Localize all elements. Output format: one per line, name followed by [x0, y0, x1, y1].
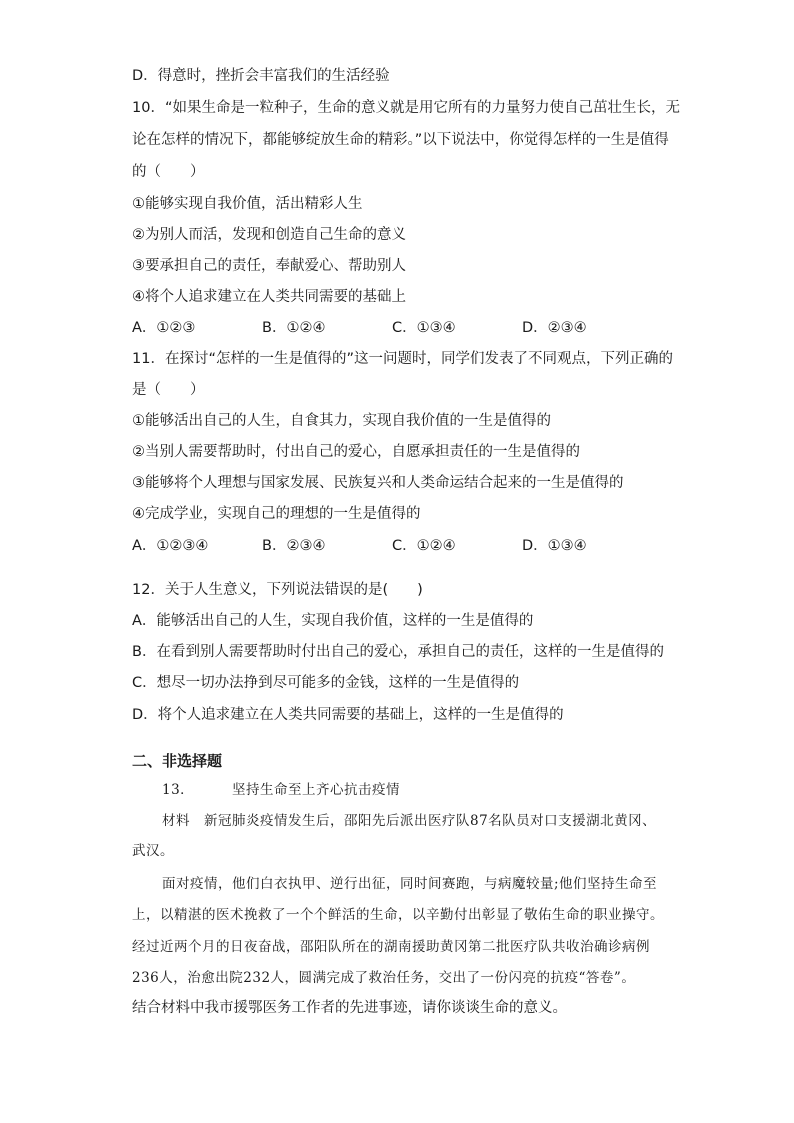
q13-material-line2: 武汉。: [132, 843, 174, 859]
q10-stem-line2: 论在怎样的情况下，都能够绽放生命的精彩。”以下说法中，你觉得怎样的一生是值得: [132, 132, 669, 148]
q11-item-3: ③能够将个人理想与国家发展、民族复兴和人类命运结合起来的一生是值得的: [132, 475, 624, 491]
q13-paragraph-line4: 236人，治愈出院232人，圆满完成了救治任务，交出了一份闪亮的抗疫“答卷”。: [132, 970, 636, 986]
q13-material-line1: 材料 新冠肺炎疫情发生后，邵阳先后派出医疗队87名队员对口支援湖北黄冈、: [162, 813, 657, 829]
q12-option-b: B．在看到别人需要帮助时付出自己的爱心，承担自己的责任，这样的一生是值得的: [132, 644, 664, 660]
q12-stem: 12．关于人生意义，下列说法错误的是( ): [132, 582, 423, 598]
q11-option-a: A．①②③④: [132, 538, 209, 554]
section-heading: 二、非选择题: [132, 752, 223, 770]
q10-stem-line3: 的（ ）: [132, 164, 205, 180]
q10-options: [132, 318, 652, 338]
q13-number: 13．: [162, 782, 195, 798]
q11-stem-line1: 11．在探讨“怎样的一生是值得的”这一问题时，同学们发表了不同观点，下列正确的: [132, 351, 673, 367]
q10-stem-line1: 10．“如果生命是一粒种子，生命的意义就是用它所有的力量努力使自己茁壮生长，无: [132, 100, 680, 116]
q10-item-4: ④将个人追求建立在人类共同需要的基础上: [132, 289, 406, 305]
q12-option-a: A．能够活出自己的人生，实现自我价值，这样的一生是值得的: [132, 613, 534, 629]
q11-item-4: ④完成学业，实现自己的理想的一生是值得的: [132, 506, 421, 522]
q13-title: 坚持生命至上齐心抗击疫情: [232, 782, 400, 798]
q11-item-2: ②当别人需要帮助时，付出自己的爱心，自愿承担责任的一生是值得的: [132, 444, 580, 460]
q11-item-1: ①能够活出自己的人生，自食其力，实现自我价值的一生是值得的: [132, 413, 551, 429]
q13-paragraph-line3: 经过近两个月的日夜奋战，邵阳队所在的湖南援助黄冈第二批医疗队共收治确诊病例: [132, 939, 650, 955]
q13-paragraph-line2: 上，以精湛的医术挽救了一个个鲜活的生命，以辛勤付出彰显了敬佑生命的职业操守。: [132, 907, 664, 923]
q10-option-c: C．①③④: [392, 320, 456, 336]
q13-paragraph-line1: 面对疫情，他们白衣执甲、逆行出征，同时间赛跑，与病魔较量;他们坚持生命至: [162, 876, 658, 892]
q12-option-d: D．将个人追求建立在人类共同需要的基础上，这样的一生是值得的: [132, 707, 564, 723]
q12-option-c: C．想尽一切办法挣到尽可能多的金钱，这样的一生是值得的: [132, 675, 520, 691]
q13-question: 结合材料中我市援鄂医务工作者的先进事迹，请你谈谈生命的意义。: [132, 1000, 567, 1016]
q10-item-1: ①能够实现自我价值，活出精彩人生: [132, 196, 363, 212]
q10-option-b: B．①②④: [262, 320, 326, 336]
q11-stem-line2: 是（ ）: [132, 382, 205, 398]
q10-option-d: D．②③④: [522, 320, 587, 336]
q10-item-3: ③要承担自己的责任，奉献爱心、帮助别人: [132, 258, 406, 274]
q10-item-2: ②为别人而活，发现和创造自己生命的意义: [132, 227, 406, 243]
q11-option-b: B．②③④: [262, 538, 326, 554]
q11-option-d: D．①③④: [522, 538, 587, 554]
q10-option-a: A．①②③: [132, 320, 196, 336]
q9-option-d: D．得意时，挫折会丰富我们的生活经验: [132, 68, 390, 84]
q11-option-c: C．①②④: [392, 538, 456, 554]
q11-options: [132, 536, 652, 556]
